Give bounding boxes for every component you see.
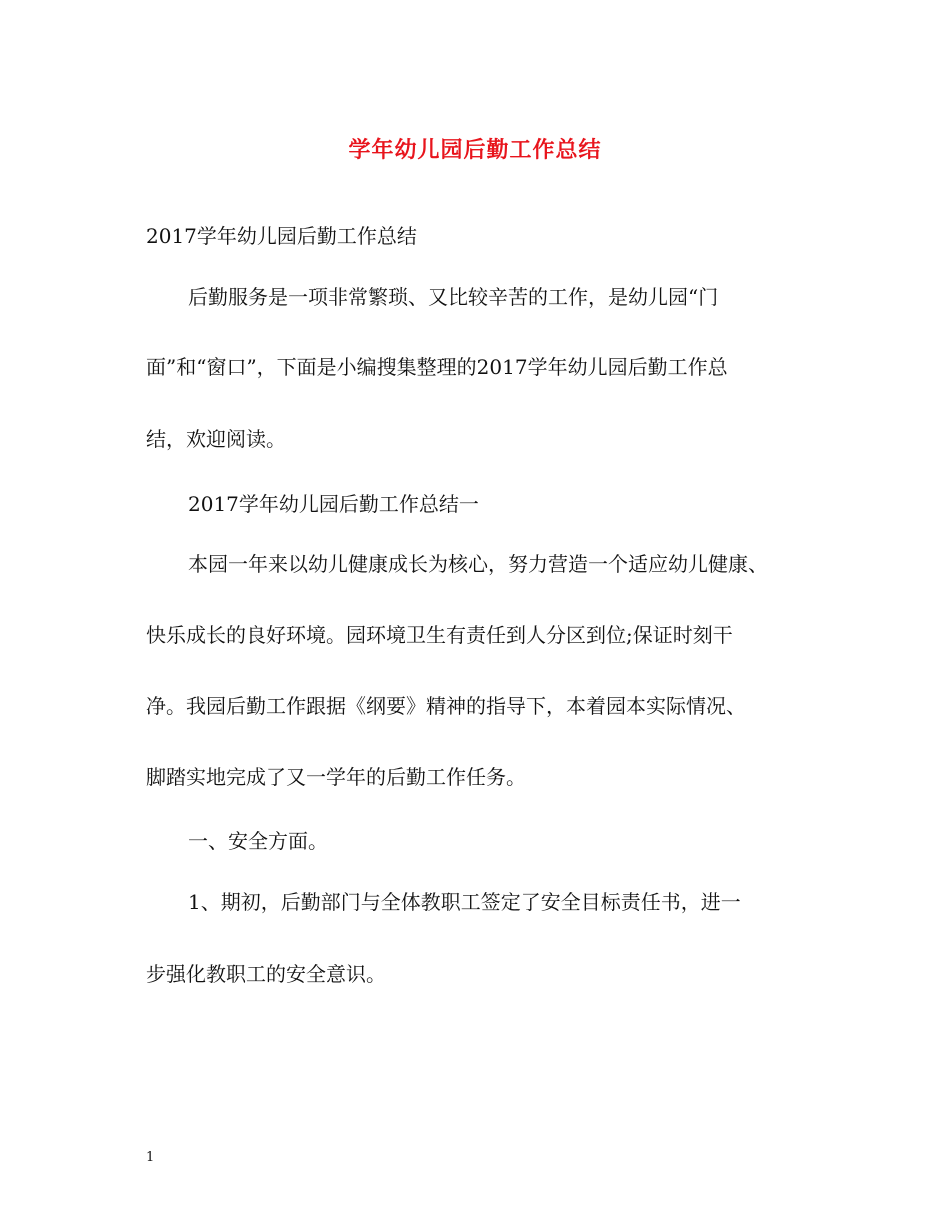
paragraph-line: 1、期初，后勤部门与全体教职工签定了安全目标责任书，进一	[188, 890, 741, 914]
paragraph-line: 后勤服务是一项非常繁琐、又比较辛苦的工作，是幼儿园“门	[188, 285, 719, 309]
paragraph-line: 面”和“窗口”，下面是小编搜集整理的2017学年幼儿园后勤工作总	[146, 355, 728, 379]
document-subtitle: 2017学年幼儿园后勤工作总结	[146, 224, 417, 248]
page-title: 学年幼儿园后勤工作总结	[348, 137, 602, 163]
paragraph-line: 结，欢迎阅读。	[146, 427, 286, 451]
section-heading: 一、安全方面。	[188, 829, 328, 853]
paragraph-line: 步强化教职工的安全意识。	[146, 962, 386, 986]
paragraph-line: 净。我园后勤工作跟据《纲要》精神的指导下，本着园本实际情况、	[146, 694, 746, 718]
paragraph-line: 快乐成长的良好环境。园环境卫生有责任到人分区到位;保证时刻干	[146, 623, 733, 647]
section-heading: 2017学年幼儿园后勤工作总结一	[188, 492, 479, 516]
paragraph-line: 本园一年来以幼儿健康成长为核心，努力营造一个适应幼儿健康、	[188, 552, 768, 576]
paragraph-line: 脚踏实地完成了又一学年的后勤工作任务。	[146, 765, 526, 789]
page-number: 1	[146, 1150, 155, 1165]
